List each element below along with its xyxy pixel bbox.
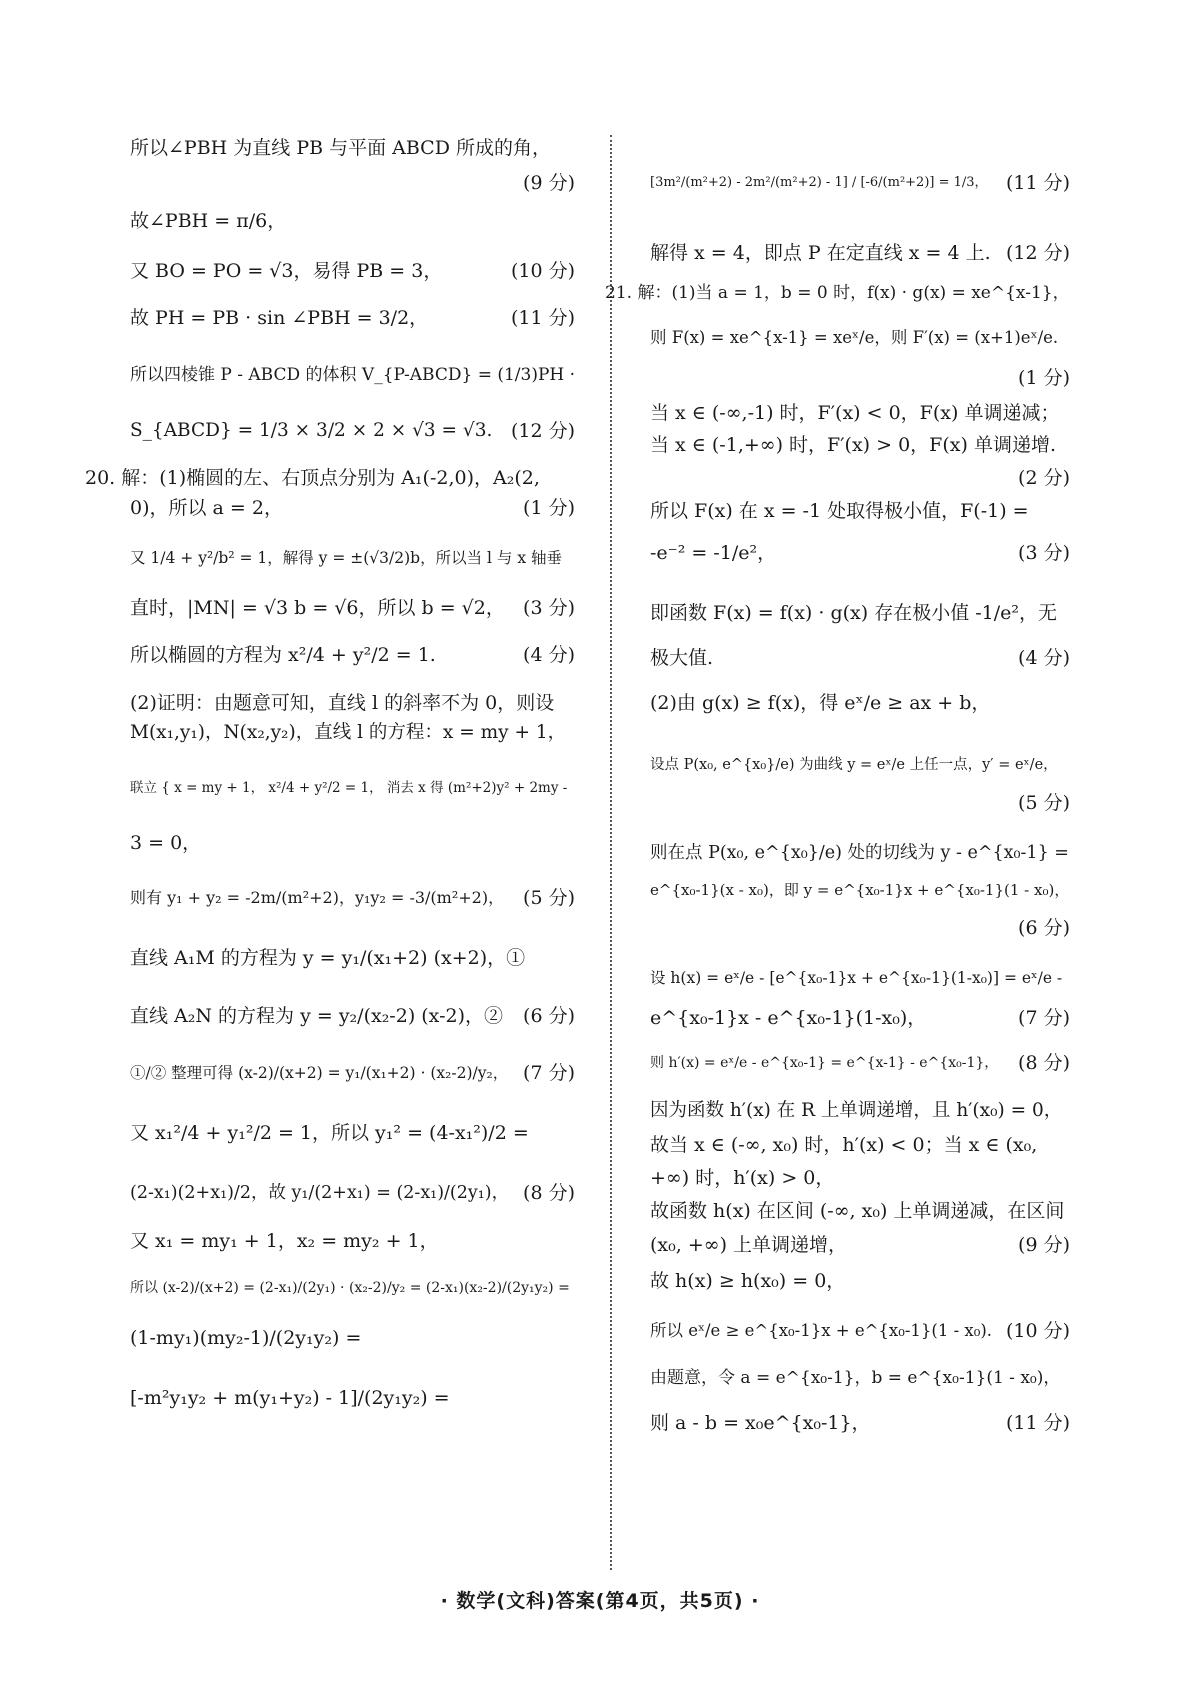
score-marker: (5 分) bbox=[523, 887, 575, 909]
solution-text: 设 h(x) = eˣ/e - [e^{x₀-1}x + e^{x₀-1}(1-x₀)] = eˣ/e - bbox=[650, 969, 1063, 987]
score-marker: (4 分) bbox=[1018, 647, 1070, 669]
left-line bbox=[130, 830, 575, 856]
page-footer: · 数学(文科)答案(第4页，共5页) · bbox=[440, 1590, 760, 1612]
score-marker: (9 分) bbox=[523, 172, 575, 194]
score-marker: (3 分) bbox=[1018, 542, 1070, 564]
solution-text: 则 F(x) = xe^{x-1} = xeˣ/e，则 F′(x) = (x+1)eˣ/e. bbox=[650, 328, 1059, 347]
left-line bbox=[130, 1275, 575, 1301]
solution-text: S_{ABCD} = 1/3 × 3/2 × 2 × √3 = √3. bbox=[130, 420, 493, 441]
right-line bbox=[650, 1318, 1070, 1344]
score-marker: (12 分) bbox=[510, 420, 575, 442]
left-line bbox=[130, 642, 575, 668]
left-line bbox=[130, 1385, 575, 1411]
solution-text: 所以椭圆的方程为 x²/4 + y²/2 = 1. bbox=[130, 644, 436, 666]
right-line bbox=[650, 498, 1070, 524]
right-line bbox=[650, 1268, 1070, 1294]
score-marker: (7 分) bbox=[1018, 1007, 1070, 1029]
solution-text: 0)，所以 a = 2， bbox=[130, 497, 283, 519]
solution-text: (x₀, +∞) 上单调递增， bbox=[650, 1234, 848, 1256]
solution-text: 故函数 h(x) 在区间 (-∞, x₀) 上单调递减，在区间 bbox=[650, 1200, 1065, 1222]
right-line bbox=[650, 170, 1070, 196]
right-line bbox=[650, 1198, 1070, 1224]
solution-text: (2)证明：由题意可知，直线 l 的斜率不为 0，则设 bbox=[130, 692, 555, 714]
solution-text: 解得 x = 4，即点 P 在定直线 x = 4 上. bbox=[650, 242, 991, 264]
right-line bbox=[650, 400, 1070, 426]
score-marker: (12 分) bbox=[1005, 242, 1070, 264]
column-divider bbox=[610, 135, 612, 1570]
right-line bbox=[650, 1365, 1070, 1391]
solution-text: (1-my₁)(my₂-1)/(2y₁y₂) = bbox=[130, 1327, 362, 1349]
score-marker: (4 分) bbox=[523, 644, 575, 666]
solution-text: 当 x ∈ (-1,+∞) 时，F′(x) > 0，F(x) 单调递增. bbox=[650, 434, 1056, 456]
solution-text: 即函数 F(x) = f(x) · g(x) 存在极小值 -1/e²，无 bbox=[650, 602, 1058, 624]
left-line bbox=[130, 1003, 575, 1029]
left-line bbox=[130, 1060, 575, 1086]
score-marker: (7 分) bbox=[523, 1062, 575, 1084]
solution-text: 3 = 0， bbox=[130, 832, 202, 854]
solution-text: 又 x₁²/4 + y₁²/2 = 1，所以 y₁² = (4-x₁²)/2 = bbox=[130, 1122, 529, 1144]
left-line bbox=[130, 305, 575, 331]
solution-text: -e⁻² = -1/e²， bbox=[650, 542, 777, 564]
left-line bbox=[130, 208, 575, 234]
solution-text: 由题意，令 a = e^{x₀-1}，b = e^{x₀-1}(1 - x₀)， bbox=[650, 1368, 1061, 1388]
left-line bbox=[130, 170, 575, 196]
right-line bbox=[650, 1098, 1070, 1124]
score-marker: (11 分) bbox=[510, 307, 575, 329]
solution-text: [3m²/(m²+2) - 2m²/(m²+2) - 1] / [-6/(m²+2)] = 1/3， bbox=[650, 175, 988, 190]
left-line bbox=[130, 1325, 575, 1351]
solution-text: 则 h′(x) = eˣ/e - e^{x₀-1} = e^{x-1} - e^{x₀-1}， bbox=[650, 1055, 999, 1071]
score-marker: (10 分) bbox=[1005, 1320, 1070, 1342]
solution-text: ①/② 整理可得 (x-2)/(x+2) = y₁/(x₁+2) · (x₂-2)/y₂， bbox=[130, 1064, 509, 1082]
solution-text: 当 x ∈ (-∞,-1) 时，F′(x) < 0，F(x) 单调递减； bbox=[650, 402, 1060, 424]
left-line bbox=[130, 775, 575, 801]
left-line bbox=[130, 1228, 575, 1254]
solution-text: 所以 eˣ/e ≥ e^{x₀-1}x + e^{x₀-1}(1 - x₀). bbox=[650, 1321, 993, 1340]
solution-text: 则 a - b = x₀e^{x₀-1}， bbox=[650, 1412, 871, 1434]
right-line bbox=[650, 965, 1070, 991]
solution-text: 直线 A₂N 的方程为 y = y₂/(x₂-2) (x-2)，② bbox=[130, 1005, 503, 1027]
right-line bbox=[650, 465, 1070, 491]
score-marker: (2 分) bbox=[1018, 467, 1070, 489]
score-marker: (11 分) bbox=[1005, 1412, 1070, 1434]
solution-text: 故 h(x) ≥ h(x₀) = 0， bbox=[650, 1270, 846, 1292]
solution-text: 联立 { x = my + 1， x²/4 + y²/2 = 1， 消去 x 得 (m²+2)y² + 2my - bbox=[130, 780, 568, 796]
solution-text: 则有 y₁ + y₂ = -2m/(m²+2)，y₁y₂ = -3/(m²+2)， bbox=[130, 888, 505, 907]
left-line bbox=[130, 418, 575, 444]
right-line bbox=[650, 790, 1070, 816]
solution-text: 则在点 P(x₀, e^{x₀}/e) 处的切线为 y - e^{x₀-1} = bbox=[650, 843, 1069, 863]
solution-text: 又 1/4 + y²/b² = 1，解得 y = ±(√3/2)b，所以当 l 与 x 轴垂 bbox=[130, 549, 563, 567]
left-line bbox=[130, 362, 575, 388]
right-line bbox=[650, 915, 1070, 941]
left-line bbox=[85, 465, 575, 491]
solution-text: 故 PH = PB · sin ∠PBH = 3/2， bbox=[130, 307, 429, 329]
left-line bbox=[130, 595, 575, 621]
right-line bbox=[650, 1232, 1070, 1258]
solution-text: 直线 A₁M 的方程为 y = y₁/(x₁+2) (x+2)，① bbox=[130, 947, 526, 969]
solution-text: 故∠PBH = π/6， bbox=[130, 210, 287, 232]
right-line bbox=[650, 432, 1070, 458]
score-marker: (5 分) bbox=[1018, 792, 1070, 814]
solution-text: 故当 x ∈ (-∞, x₀) 时，h′(x) < 0；当 x ∈ (x₀, bbox=[650, 1134, 1038, 1156]
score-marker: (8 分) bbox=[1018, 1052, 1070, 1074]
right-line bbox=[650, 325, 1070, 351]
solution-text: 又 BO = PO = √3，易得 PB = 3， bbox=[130, 260, 443, 282]
right-line bbox=[650, 1165, 1070, 1191]
solution-text: M(x₁,y₁)，N(x₂,y₂)，直线 l 的方程：x = my + 1， bbox=[130, 722, 567, 743]
right-line bbox=[650, 645, 1070, 671]
right-line bbox=[650, 365, 1070, 391]
left-line bbox=[130, 945, 575, 971]
solution-text: e^{x₀-1}x - e^{x₀-1}(1-x₀)， bbox=[650, 1007, 927, 1029]
score-marker: (1 分) bbox=[1018, 367, 1070, 389]
score-marker: (6 分) bbox=[523, 1005, 575, 1027]
solution-text: 直时，|MN| = √3 b = √6，所以 b = √2， bbox=[130, 597, 505, 619]
solution-text: 极大值. bbox=[650, 647, 714, 669]
score-marker: (9 分) bbox=[1018, 1234, 1070, 1256]
solution-text: 所以 F(x) 在 x = -1 处取得极小值，F(-1) = bbox=[650, 500, 1029, 522]
solution-text: [-m²y₁y₂ + m(y₁+y₂) - 1]/(2y₁y₂) = bbox=[130, 1387, 450, 1409]
right-line bbox=[650, 1410, 1070, 1436]
left-line bbox=[130, 495, 575, 521]
solution-text: 所以四棱锥 P - ABCD 的体积 V_{P-ABCD} = (1/3)PH · bbox=[130, 365, 576, 385]
right-line bbox=[650, 1050, 1070, 1076]
right-line bbox=[650, 1132, 1070, 1158]
solution-text: (2)由 g(x) ≥ f(x)，得 eˣ/e ≥ ax + b， bbox=[650, 692, 991, 714]
left-line bbox=[130, 545, 575, 571]
solution-text: 所以 (x-2)/(x+2) = (2-x₁)/(2y₁) · (x₂-2)/y₂ = (2-x₁)(x₂-2)/(2y₁y₂) = bbox=[130, 1280, 570, 1296]
right-line bbox=[650, 877, 1070, 903]
solution-text: 20. 解：(1)椭圆的左、右顶点分别为 A₁(-2,0)，A₂(2, bbox=[85, 467, 540, 489]
solution-text: 所以∠PBH 为直线 PB 与平面 ABCD 所成的角， bbox=[130, 137, 551, 159]
solution-text: 又 x₁ = my₁ + 1，x₂ = my₂ + 1， bbox=[130, 1230, 439, 1252]
left-line bbox=[130, 690, 575, 716]
solution-text: (2-x₁)(2+x₁)/2，故 y₁/(2+x₁) = (2-x₁)/(2y₁)， bbox=[130, 1183, 510, 1203]
right-line bbox=[650, 600, 1070, 626]
right-line bbox=[650, 1005, 1070, 1031]
right-line bbox=[650, 540, 1070, 566]
left-line bbox=[130, 1120, 575, 1146]
solution-text: 因为函数 h′(x) 在 R 上单调递增，且 h′(x₀) = 0， bbox=[650, 1100, 1063, 1121]
score-marker: (6 分) bbox=[1018, 917, 1070, 939]
solution-text: 设点 P(x₀, e^{x₀}/e) 为曲线 y = eˣ/e 上任一点，y′ = eˣ/e， bbox=[650, 757, 1058, 773]
score-marker: (3 分) bbox=[523, 597, 575, 619]
left-line bbox=[130, 720, 575, 746]
left-line bbox=[130, 135, 575, 161]
score-marker: (11 分) bbox=[1005, 172, 1070, 194]
solution-text: +∞) 时，h′(x) > 0， bbox=[650, 1167, 835, 1189]
solution-text: e^{x₀-1}(x - x₀)，即 y = e^{x₀-1}x + e^{x₀-1}(1 - x₀)， bbox=[650, 881, 1070, 899]
solution-text: 21. 解：(1)当 a = 1，b = 0 时，f(x) · g(x) = xe^{x-1}， bbox=[605, 283, 1070, 303]
score-marker: (8 分) bbox=[523, 1182, 575, 1204]
left-line bbox=[130, 885, 575, 911]
right-line bbox=[650, 240, 1070, 266]
right-line bbox=[650, 690, 1070, 716]
left-line bbox=[130, 258, 575, 284]
score-marker: (1 分) bbox=[523, 497, 575, 519]
score-marker: (10 分) bbox=[510, 260, 575, 282]
left-line bbox=[130, 1180, 575, 1206]
right-line bbox=[650, 840, 1070, 866]
right-line bbox=[650, 752, 1070, 778]
right-line bbox=[605, 280, 1070, 306]
